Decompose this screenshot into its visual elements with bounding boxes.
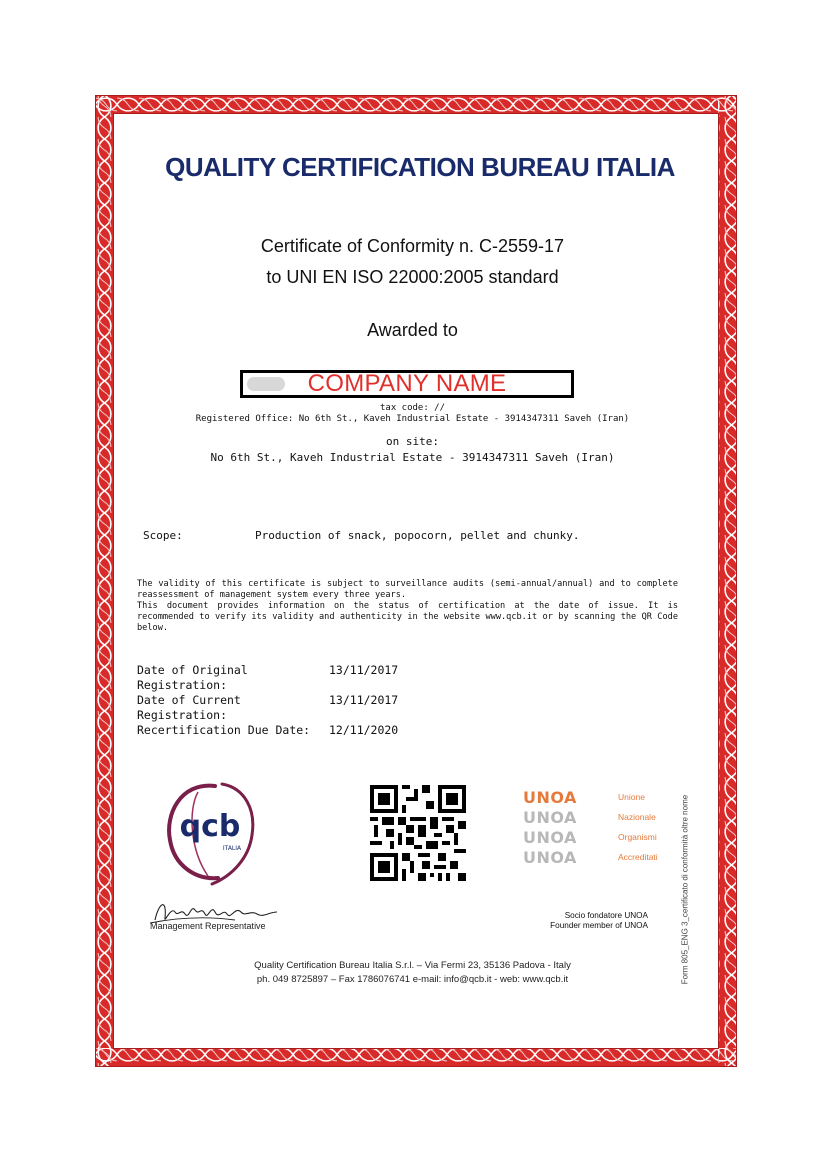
unoa-line: Accreditati bbox=[618, 852, 658, 862]
unoa-line: Unione bbox=[618, 792, 645, 802]
unoa-line: Organismi bbox=[618, 832, 657, 842]
unoa-logo bbox=[520, 788, 690, 870]
on-site-address: No 6th St., Kaveh Industrial Estate - 3914347311 Saveh (Iran) bbox=[210, 451, 615, 464]
tax-code: tax code: // bbox=[379, 403, 446, 413]
registration-dates bbox=[137, 663, 398, 738]
date-value: 13/11/2017 bbox=[329, 693, 399, 707]
company-name-box bbox=[240, 370, 574, 398]
scope-label: Scope: bbox=[143, 529, 183, 542]
date-value: 12/11/2020 bbox=[329, 723, 399, 737]
unoa-wordmark: UNOA bbox=[523, 848, 577, 867]
founder-member-it: Socio fondatore UNOA bbox=[564, 911, 648, 920]
qcb-logo-icon bbox=[160, 780, 260, 890]
date-label: Date of Original Registration: bbox=[137, 663, 248, 692]
certificate-number: Certificate of Conformity n. C-2559-17 bbox=[260, 236, 565, 256]
date-row bbox=[137, 693, 398, 723]
form-code-text: Form 805_ENG 3_certificato di conformità oltre nome bbox=[680, 794, 690, 985]
validity-text-1: The validity of this certificate is subject to surveillance audits (semi-annual/annual) and to complete reassessment of management system every three years. bbox=[137, 579, 678, 600]
date-label: Recertification Due Date: bbox=[137, 723, 311, 737]
footer-contact: ph. 049 8725897 – Fax 1786076741 e-mail: info@qcb.it - web: www.qcb.it bbox=[256, 974, 569, 985]
date-row bbox=[137, 663, 398, 693]
date-label: Date of Current Registration: bbox=[137, 693, 241, 722]
organization-title: QUALITY CERTIFICATION BUREAU ITALIA bbox=[165, 152, 675, 182]
company-name: COMPANY NAME bbox=[307, 370, 507, 397]
management-representative-label: Management Representative bbox=[150, 921, 266, 931]
date-value: 13/11/2017 bbox=[329, 663, 399, 677]
form-code bbox=[675, 770, 695, 1015]
registered-office: Registered Office: No 6th St., Kaveh Industrial Estate - 3914347311 Saveh (Iran) bbox=[195, 414, 630, 424]
qcb-logo-subtext: ITALIA bbox=[222, 845, 242, 852]
qcb-logo-text: qcb bbox=[179, 809, 241, 844]
awarded-to-label: Awarded to bbox=[367, 320, 458, 340]
qr-code-icon bbox=[370, 785, 466, 881]
unoa-wordmark: UNOA bbox=[523, 788, 577, 807]
validity-text-2: This document provides information on the status of certification at the date of issue. It is recommended to verify its validity and authenticity in the website www.qcb.it or by scanning the QR Code below. bbox=[137, 601, 678, 633]
scope-value: Production of snack, popocorn, pellet and chunky. bbox=[255, 529, 580, 542]
certificate-standard: to UNI EN ISO 22000:2005 standard bbox=[266, 267, 559, 287]
unoa-line: Nazionale bbox=[618, 812, 656, 822]
founder-member-en: Founder member of UNOA bbox=[550, 921, 648, 930]
on-site-label: on site: bbox=[386, 435, 439, 448]
unoa-wordmark: UNOA bbox=[523, 808, 577, 827]
date-row bbox=[137, 723, 398, 738]
footer-address: Quality Certification Bureau Italia S.r.l. – Via Fermi 23, 35136 Padova - Italy bbox=[254, 960, 571, 971]
validity-notice bbox=[137, 579, 678, 634]
unoa-wordmark: UNOA bbox=[523, 828, 577, 847]
